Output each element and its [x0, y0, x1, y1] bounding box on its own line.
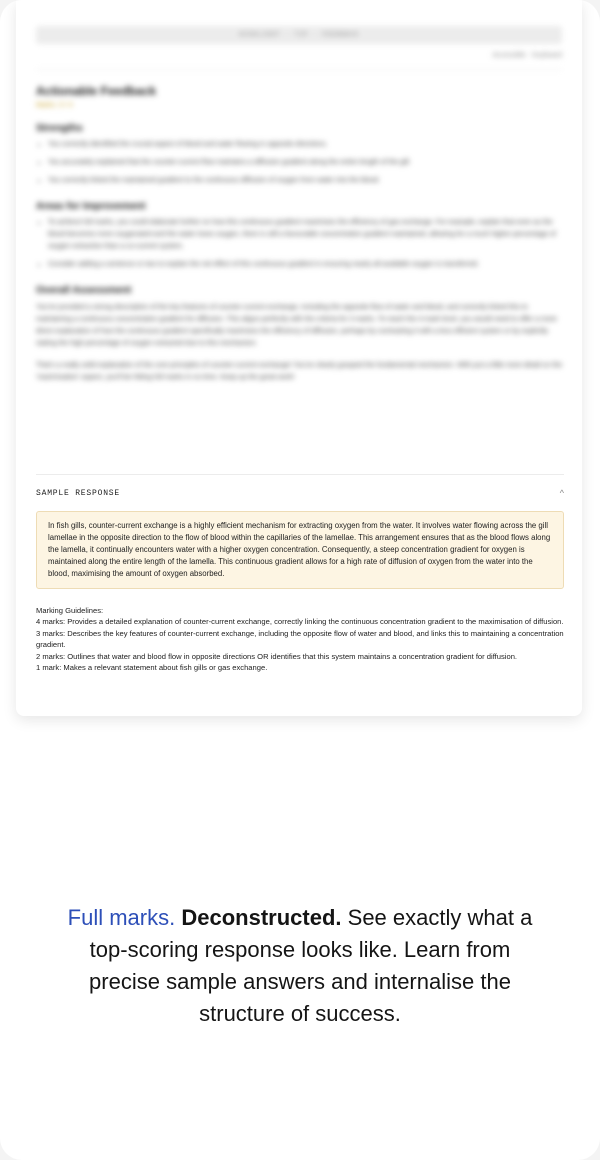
- marking-guidelines-title: Marking Guidelines:: [36, 606, 104, 615]
- overall-paragraph: You've provided a strong description of the key features of counter-current exchange, including the opposite flow of water and blood, and correctly linked this to maintaining a continuous concentration gradient for diffusion. This aligns perfectly with the criteria for 3 marks. To reach the 4-mark level, you would need to offer a more direct explanation of how the continuous gradient specifically maximises the efficiency of diffusion, perhaps by contrasting it with a less efficient system or by explicitly stating the high percentage of oxygen extracted due to this mechanism.: [36, 304, 557, 347]
- meta-info: Accessible · Keyboard: [492, 52, 562, 59]
- feedback-score: Marks: 3 / 4: [36, 102, 73, 109]
- feedback-title: Actionable Feedback: [36, 84, 157, 98]
- promo-text: See exactly what a top-scoring response looks like. Learn from precise sample answers and internalise the structure of success.: [89, 905, 533, 1026]
- guideline-item: 2 marks: Outlines that water and blood flow in opposite directions OR identifies that this system maintains a concentration gradient for diffusion.: [36, 651, 518, 661]
- divider: [36, 474, 564, 475]
- improvement-heading: Areas for Improvement: [36, 201, 146, 212]
- promo-accent: Full marks.: [67, 905, 176, 930]
- chevron-up-icon[interactable]: ^: [559, 488, 564, 498]
- improvement-list: [36, 217, 562, 271]
- list-item: • You correctly linked the maintained gradient to the continuous diffusion of oxygen from water into the blood.: [48, 175, 562, 187]
- guideline-item: 3 marks: Describes the key features of counter-current exchange, including the opposite flow of water and blood, and links this to maintaining a concentration gradient.: [36, 628, 564, 650]
- guideline-item: 1 mark: Makes a relevant statement about fish gills or gas exchange.: [36, 663, 268, 673]
- promo-bold: Deconstructed.: [181, 905, 342, 930]
- sample-response-section: [36, 474, 564, 673]
- blurred-feedback-area: [16, 26, 582, 384]
- marking-guidelines: [36, 605, 564, 673]
- guideline-item: 4 marks: Provides a detailed explanation of counter-current exchange, correctly linking the continuous concentration gradient to the maximisation of diffusion.: [36, 617, 564, 627]
- list-item: • You accurately explained that the counter-current flow maintains a diffusion gradient along the entire length of the gill.: [48, 157, 562, 169]
- strengths-list: [36, 139, 562, 187]
- sample-response-box: In fish gills, counter-current exchange is a highly efficient mechanism for extracting oxygen from the water. It involves water flowing across the gill lamellae in the opposite direction to the flow of blood within the capillaries of the lamellae. This arrangement ensures that as the blood flows along the lamella, it continually encounters water with a higher oxygen concentration. Consequently, a steep concentration gradient for oxygen is maintained along the entire length of the lamella. This continuous gradient allows for a high rate of diffusion of oxygen from the water into the blood, maximising the amount of oxygen absorbed.: [36, 511, 564, 589]
- overall-paragraph: That's a really solid explanation of the core principles of counter-current exchange! You've clearly grasped the fundamental mechanism. With just a little more detail on the 'maximisation' aspect, you'll be hitting full marks in no time. Keep up the great work!: [36, 362, 563, 381]
- feedback-card: [16, 0, 582, 716]
- strengths-heading: Strengths: [36, 123, 83, 134]
- feedback-section: [16, 70, 582, 384]
- sample-response-title: SAMPLE RESPONSE: [36, 488, 121, 498]
- top-toolbar[interactable]: HIGHLIGHT · TIP · FEEDBACK: [36, 26, 562, 44]
- list-item: • Consider adding a sentence or two to explain the net effect of this continuous gradient in ensuring nearly all available oxygen is transferred.: [48, 259, 562, 271]
- promo-caption: [60, 902, 540, 1030]
- overall-heading: Overall Assessment: [36, 285, 132, 296]
- sample-response-toggle[interactable]: [36, 483, 564, 503]
- list-item: • You correctly identified the crucial aspect of blood and water flowing in opposite directions.: [48, 139, 562, 151]
- list-item: • To achieve full marks, you could elaborate further on how this continuous gradient maximises the efficiency of gas exchange. For example, explain that even as the blood becomes more oxygenated and the water loses oxygen, there is still a favourable concentration gradient maintained, allowing for a much higher percentage of oxygen extraction than a co-current system.: [48, 217, 562, 253]
